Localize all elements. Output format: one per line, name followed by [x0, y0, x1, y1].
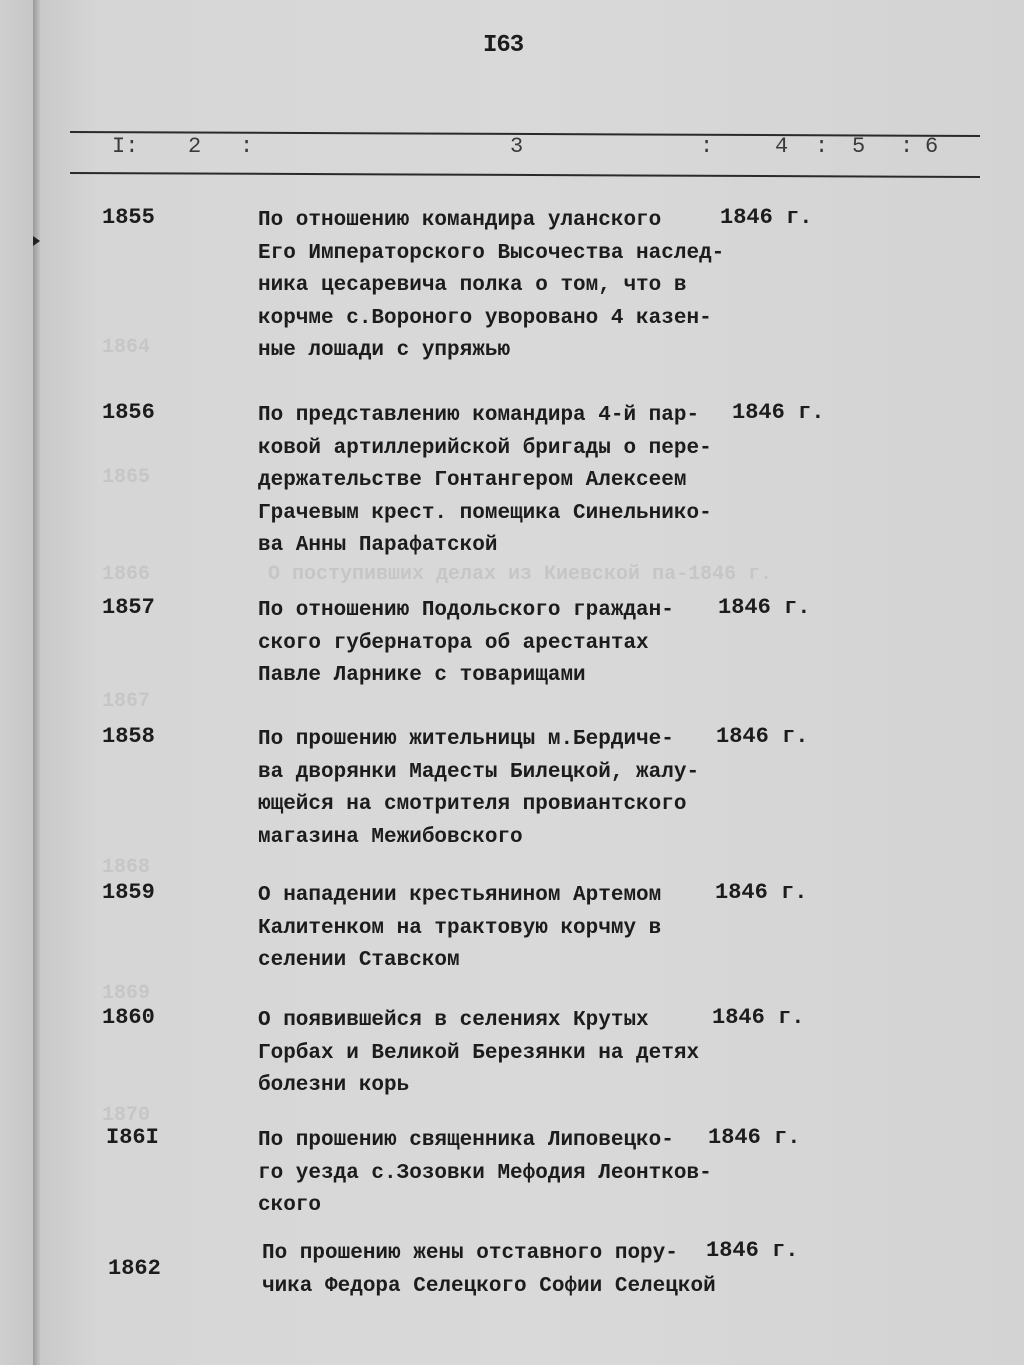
- column-header-3: 3: [510, 134, 524, 159]
- entry-number: 1856: [102, 400, 155, 425]
- entry-description: По прошению священника Липовецко- го уезда с.Зозовки Мефодия Леонтков- ского: [258, 1129, 712, 1217]
- bleed-through-text: 1869: [102, 982, 151, 1005]
- entry-year: 1846 г.: [706, 1238, 799, 1263]
- bleed-through-text: 1866: [102, 563, 151, 586]
- entry-description: По представлению командира 4-й пар- ковой артиллерийской бригады о пере- держательстве Гонтангером Алексеем Грачевым крест. помещика Синельнико- ва Анны Парафатской: [258, 404, 712, 557]
- entry-description: По прошению жены отставного пору- чика Федора Селецкого Софии Селецкой: [262, 1242, 716, 1298]
- entry-year: 1846 г.: [715, 880, 808, 905]
- entry-description: По отношению командира уланского Его Императорского Высочества наслед- ника цесаревича полка о том, что в корчме с.Вороного уворовано 4 казен- ные лошади с упряжью: [258, 209, 725, 362]
- entry-year: 1846 г.: [708, 1125, 801, 1150]
- column-header-1: I:: [112, 134, 139, 159]
- entry-number: 1860: [102, 1005, 155, 1030]
- bleed-through-text: 1870: [102, 1104, 151, 1127]
- entry-number: 1858: [102, 724, 155, 749]
- entry-number: 1862: [108, 1256, 161, 1281]
- bleed-through-text: 1865: [102, 466, 151, 489]
- entry-number: 1855: [102, 205, 155, 230]
- column-header-4: 4: [775, 134, 789, 159]
- entry-number: I86I: [106, 1125, 159, 1150]
- entry-description: О появившейся в селениях Крутых Горбах и Великой Березянки на детях болезни корь: [258, 1009, 700, 1097]
- entry-year: 1846 г.: [712, 1005, 805, 1030]
- entry-description: По прошению жительницы м.Бердиче- ва дворянки Мадесты Билецкой, жалу- ющейся на смотрителя провиантского магазина Межибовского: [258, 728, 700, 849]
- bleed-through-text: О поступивших делах из Киевской па-1846 г.: [268, 563, 773, 586]
- column-header-2: 2: [188, 134, 202, 159]
- column-separator: :: [900, 134, 914, 159]
- entry-year: 1846 г.: [718, 595, 811, 620]
- column-header-5: 5: [852, 134, 866, 159]
- facing-page-edge: [0, 0, 36, 1365]
- bleed-through-text: 1867: [102, 690, 151, 713]
- column-separator: :: [700, 134, 714, 159]
- bleed-through-text: 1868: [102, 856, 151, 879]
- column-separator: :: [240, 134, 254, 159]
- entry-year: 1846 г.: [716, 724, 809, 749]
- entry-year: 1846 г.: [720, 205, 813, 230]
- margin-marker-icon: [33, 236, 40, 246]
- column-separator: :: [815, 134, 829, 159]
- entry-year: 1846 г.: [732, 400, 825, 425]
- page-number: I63: [483, 32, 524, 59]
- column-header-6: 6: [925, 134, 939, 159]
- entry-number: 1857: [102, 595, 155, 620]
- entry-number: 1859: [102, 880, 155, 905]
- entry-description: По отношению Подольского граждан- ского губернатора об арестантах Павле Ларнике с товарищами: [258, 599, 674, 687]
- bleed-through-text: 1864: [102, 336, 151, 359]
- entry-description: О нападении крестьянином Артемом Калитенком на трактовую корчму в селении Ставском: [258, 884, 662, 972]
